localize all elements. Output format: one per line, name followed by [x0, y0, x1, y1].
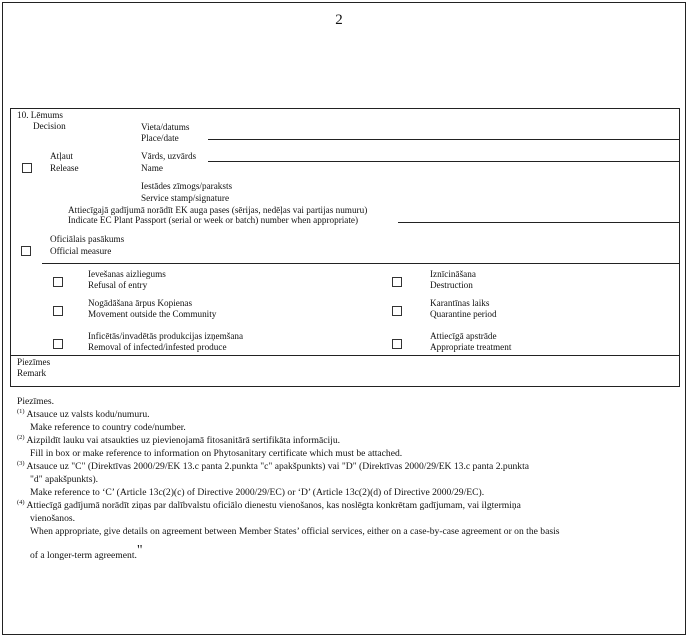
passport-label-lv: Attiecīgajā gadījumā norādīt EK auga pases (sērijas, nedēļas vai partijas numuru) — [68, 205, 368, 215]
note-text: Atsauce uz valsts kodu/numuru. — [26, 409, 150, 420]
note-text: Make reference to country code/number. — [30, 422, 186, 433]
note-marker: (1) — [17, 407, 25, 415]
official-measure-checkbox[interactable] — [21, 246, 31, 256]
note-text: of a longer-term agreement. — [30, 550, 137, 561]
appropriate-treatment-checkbox[interactable] — [392, 339, 402, 349]
note-1 — [17, 408, 150, 421]
note-3 — [17, 460, 529, 473]
note-marker: (2) — [17, 433, 25, 441]
option-label-en: Removal of infected/infested produce — [88, 342, 227, 352]
place-date-label-en: Place/date — [141, 133, 179, 143]
name-label-en: Name — [141, 163, 163, 173]
remark-label-lv: Piezīmes — [17, 357, 51, 367]
official-measure-divider — [42, 263, 680, 264]
release-label-lv: Atļaut — [50, 151, 73, 161]
release-checkbox[interactable] — [22, 163, 32, 173]
page-number: 2 — [335, 12, 343, 28]
note-text: Attiecīgā gadījumā norādīt ziņas par dalībvalstu oficiālo dienestu vienošanos, kas noslēgta konkrētam gadījumam, vai ilgtermiņa — [26, 500, 521, 511]
note-text: Atsauce uz "C" (Direktīvas 2000/29/EK 13.c panta 2.punkta "c" apakšpunkts) vai "D" (Direktīvas 2000/29/EK 13.c panta 2.punkta — [26, 461, 530, 472]
option-label-en: Appropriate treatment — [430, 342, 512, 352]
note-text: Aizpildīt lauku vai atsaukties uz pievienojamā fitosanitārā sertifikāta informāciju. — [26, 435, 341, 446]
remark-label-en: Remark — [17, 368, 47, 378]
section-title-lv: 10. Lēmums — [17, 110, 63, 120]
destruction-checkbox[interactable] — [392, 277, 402, 287]
option-label-lv: Ievešanas aizliegums — [88, 269, 166, 279]
note-text: "d" apakšpunkts). — [30, 474, 99, 485]
closing-quote: " — [136, 543, 143, 558]
option-label-lv: Nogādāšana ārpus Kopienas — [88, 298, 193, 308]
name-field[interactable] — [208, 161, 680, 162]
stamp-label-en: Service stamp/signature — [141, 193, 230, 203]
official-measure-label-lv: Oficiālais pasākums — [50, 234, 125, 244]
notes-heading: Piezīmes. — [17, 396, 55, 407]
movement-outside-community-checkbox[interactable] — [53, 306, 63, 316]
note-text: When appropriate, give details on agreement between Member States’ official services, either on a case-by-case agreement or on the basis — [30, 526, 560, 537]
stamp-label-lv: Iestādes zīmogs/paraksts — [141, 181, 233, 191]
name-label-lv: Vārds, uzvārds — [141, 151, 197, 161]
option-label-en: Quarantine period — [430, 309, 497, 319]
note-text: Fill in box or make reference to information on Phytosanitary certificate which must be attached. — [30, 448, 403, 459]
note-text: Make reference to ‘C’ (Article 13c(2)(c) of Directive 2000/29/EC) or ‘D’ (Article 13c(2)(d) of Directive 2000/29/EC). — [30, 487, 485, 498]
option-label-lv: Karantīnas laiks — [430, 298, 490, 308]
note-marker: (3) — [17, 459, 25, 467]
section-title-en: Decision — [33, 121, 66, 131]
option-label-lv: Iznīcināšana — [430, 269, 476, 279]
official-measure-label-en: Official measure — [50, 246, 112, 256]
refusal-of-entry-checkbox[interactable] — [53, 277, 63, 287]
passport-label-en: Indicate EC Plant Passport (serial or week or batch) number when appropriate) — [68, 215, 359, 225]
place-date-field[interactable] — [208, 139, 680, 140]
place-date-label-lv: Vieta/datums — [141, 122, 190, 132]
note-marker: (4) — [17, 498, 25, 506]
removal-infected-produce-checkbox[interactable] — [53, 339, 63, 349]
note-2 — [17, 434, 340, 447]
option-label-lv: Inficētās/invadētās produkcijas izņemšana — [88, 331, 244, 341]
option-label-en: Destruction — [430, 280, 473, 290]
remark-field[interactable] — [10, 356, 680, 386]
option-label-en: Movement outside the Community — [88, 309, 217, 319]
note-text: vienošanos. — [30, 513, 76, 524]
note-4 — [17, 499, 521, 512]
release-label-en: Release — [50, 163, 79, 173]
note-last-line — [30, 544, 143, 562]
quarantine-period-checkbox[interactable] — [392, 306, 402, 316]
option-label-lv: Attiecīgā apstrāde — [430, 331, 497, 341]
plant-passport-field[interactable] — [398, 222, 680, 223]
option-label-en: Refusal of entry — [88, 280, 148, 290]
